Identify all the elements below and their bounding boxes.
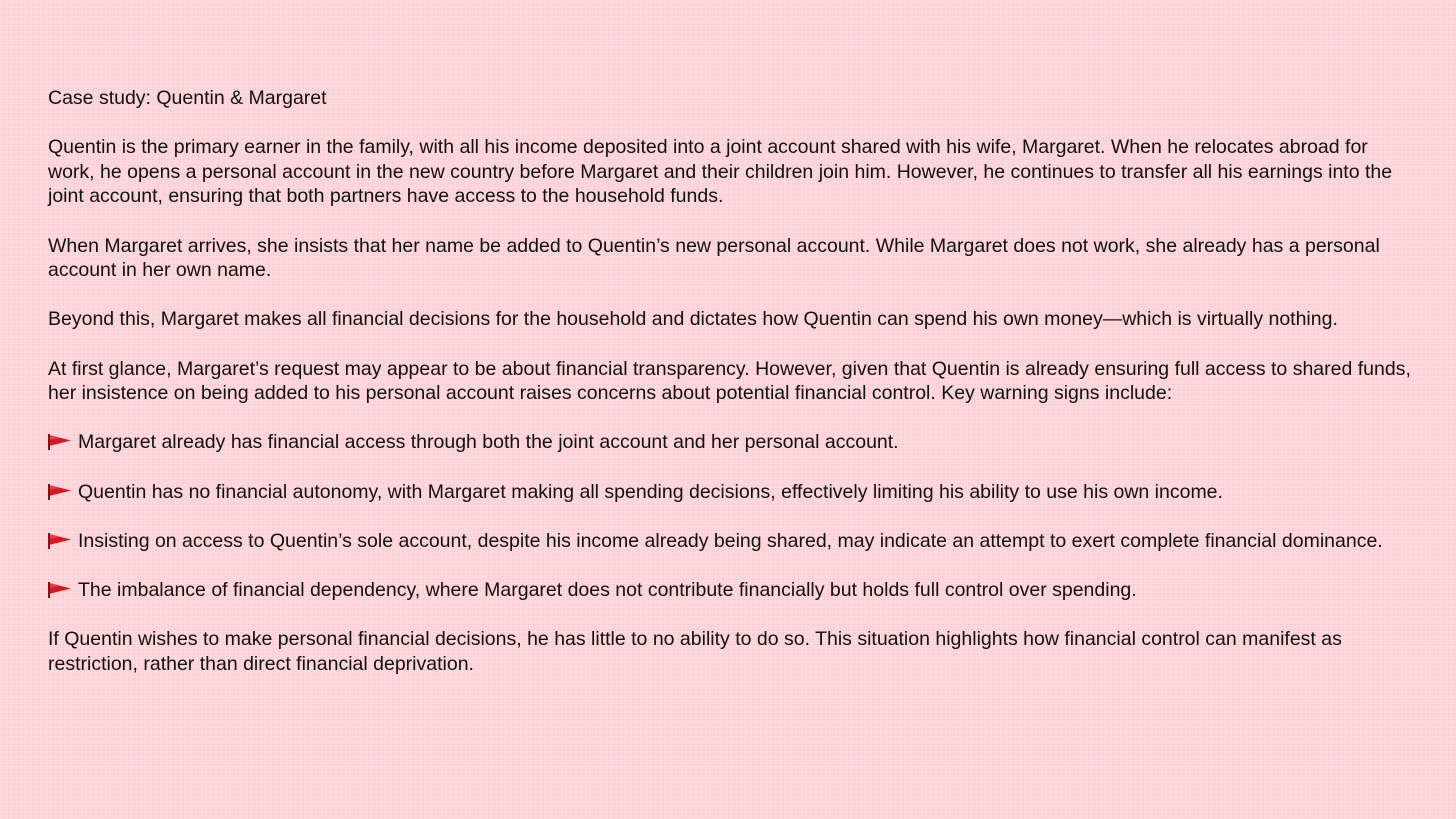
red-flag-icon xyxy=(48,580,72,596)
paragraph-conclusion: If Quentin wishes to make personal financial decisions, he has little to no ability to do so. This situation highlights how financial control can manifest as restriction, rather than direct financial deprivation. xyxy=(48,628,1342,675)
case-study-title: Case study: Quentin & Margaret xyxy=(48,87,327,109)
paragraph-background: Quentin is the primary earner in the family, with all his income deposited into a joint account shared with his wife, Margaret. When he relocates abroad for work, he opens a personal account in the new country before Margaret and their children join him. However, he continues to transfer all his earnings into the joint account, ensuring that both partners have access to the household funds. xyxy=(48,136,1393,208)
warning-sign-text: Margaret already has financial access through both the joint account and her personal account. xyxy=(78,431,899,454)
warning-sign-item xyxy=(48,480,1418,505)
warning-sign-item xyxy=(48,529,1418,554)
red-flag-icon xyxy=(48,432,72,448)
red-flag-icon xyxy=(48,482,72,498)
red-flag-icon xyxy=(48,531,72,547)
paragraph-first-glance: At first glance, Margaret’s request may appear to be about financial transparency. However, given that Quentin is already ensuring full access to shared funds, her insistence on being added to his personal account raises concerns about potential financial control. Key warning signs include: xyxy=(48,357,1411,405)
paragraph-financial-decisions: Beyond this, Margaret makes all financial decisions for the household and dictates how Quentin can spend his own money—which is virtually nothing. xyxy=(48,308,1338,331)
warning-sign-item xyxy=(48,578,1418,603)
warning-sign-text: Quentin has no financial autonomy, with Margaret making all spending decisions, effectively limiting his ability to use his own income. xyxy=(78,480,1223,503)
warning-sign-text: The imbalance of financial dependency, where Margaret does not contribute financially but holds full control over spending. xyxy=(78,578,1137,601)
case-study-slide xyxy=(48,86,1418,701)
warning-sign-text: Insisting on access to Quentin’s sole account, despite his income already being shared, may indicate an attempt to exert complete financial dominance. xyxy=(78,529,1383,552)
warning-sign-item xyxy=(48,430,1418,455)
paragraph-margaret-arrives: When Margaret arrives, she insists that her name be added to Quentin’s new personal account. While Margaret does not work, she already has a personal account in her own name. xyxy=(48,234,1380,282)
